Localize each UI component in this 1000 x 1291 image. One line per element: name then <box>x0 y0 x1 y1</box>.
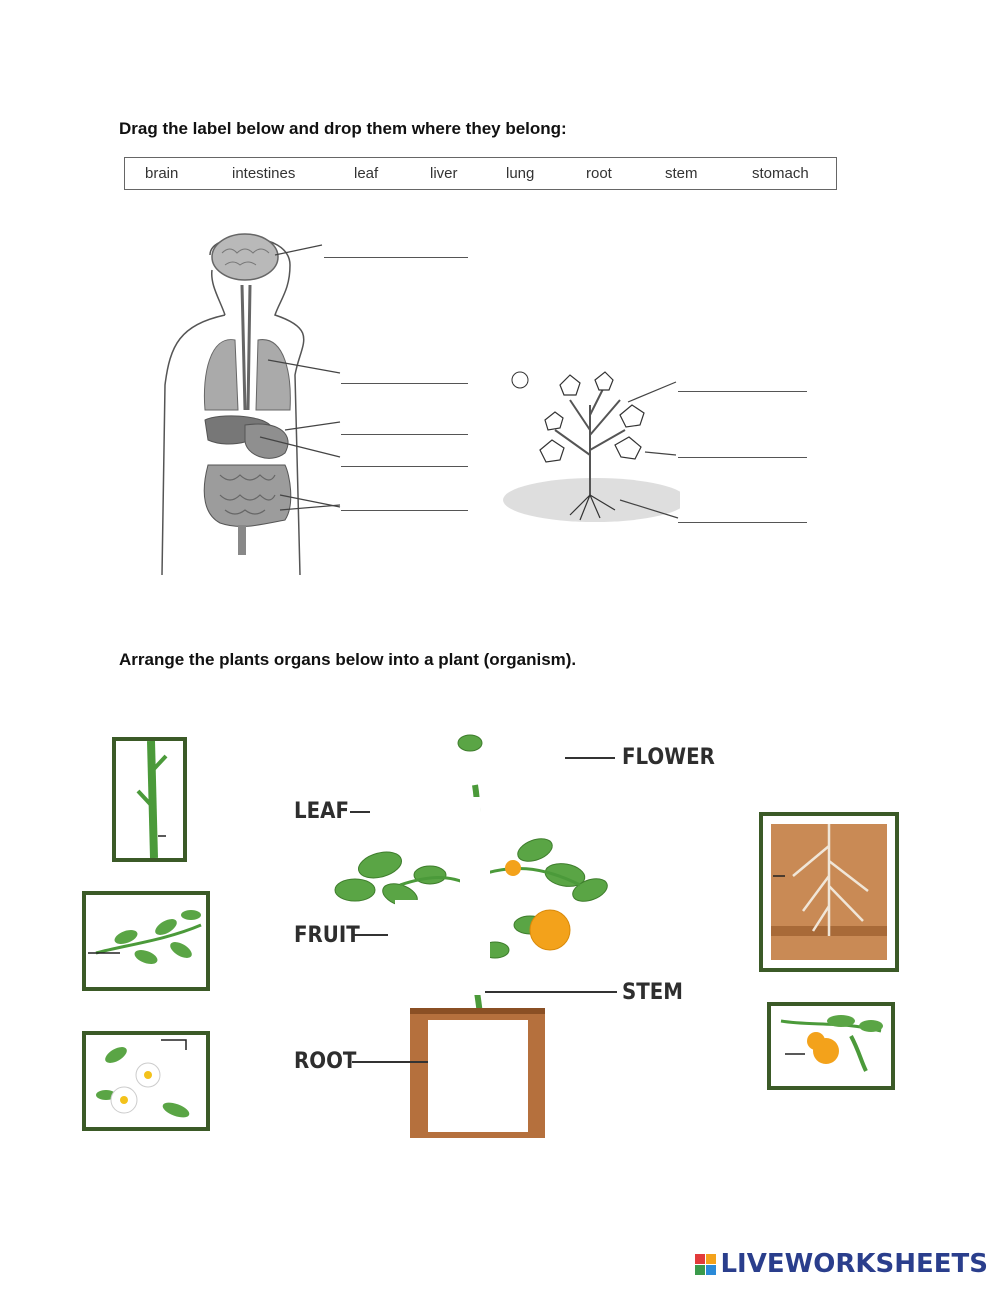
drop-zone-lung[interactable] <box>341 383 468 384</box>
tile-fruit-piece[interactable] <box>767 1002 895 1090</box>
tile-root-piece[interactable] <box>759 812 899 972</box>
label-root[interactable]: root <box>586 165 612 182</box>
fruit-piece-image <box>771 1006 891 1086</box>
flower-piece-image <box>86 1035 206 1127</box>
right-lung <box>256 340 290 410</box>
blank-root[interactable] <box>428 1020 528 1132</box>
label-liver[interactable]: liver <box>430 165 458 182</box>
drop-zone-brain[interactable] <box>324 257 468 258</box>
diagram-fruit-small <box>505 860 521 876</box>
blank-leaf[interactable] <box>370 797 480 837</box>
label-stem[interactable]: stem <box>665 165 698 182</box>
leaf-piece-image <box>86 895 206 987</box>
brain-organ <box>212 234 278 280</box>
pointer-brain <box>275 245 322 255</box>
stem-piece-image <box>116 741 183 858</box>
instruction-arrange-plant: Arrange the plants organs below into a plant (organism). <box>119 650 577 669</box>
diagram-fruit <box>530 910 570 950</box>
label-brain[interactable]: brain <box>145 165 179 182</box>
left-lung <box>204 340 238 410</box>
liveworksheets-logo <box>695 1249 988 1279</box>
label-leaf-text: LEAF <box>294 799 349 824</box>
tile-stem-piece[interactable] <box>112 737 187 862</box>
soil-top <box>410 1008 545 1014</box>
plant-flower <box>512 372 528 388</box>
label-stem-text: STEM <box>622 980 684 1005</box>
label-intestines[interactable]: intestines <box>232 165 296 182</box>
drop-zone-leaf[interactable] <box>678 391 807 392</box>
esophagus <box>242 285 250 410</box>
pointer-leaf <box>628 382 676 402</box>
plant-diagram <box>500 360 680 530</box>
tile-flower-piece[interactable] <box>82 1031 210 1131</box>
drop-zone-stem[interactable] <box>678 457 807 458</box>
tile-leaf-piece[interactable] <box>82 891 210 991</box>
drop-zone-liver[interactable] <box>341 466 468 467</box>
pointer-stem <box>645 452 676 455</box>
drop-zone-intestines[interactable] <box>341 510 468 511</box>
label-stomach[interactable]: stomach <box>752 165 809 182</box>
label-leaf[interactable]: leaf <box>354 165 379 182</box>
stomach-organ <box>245 424 288 458</box>
logo-text: LIVEWORKSHEETS <box>720 1249 988 1279</box>
human-body-diagram <box>150 225 490 580</box>
blank-flower[interactable] <box>485 755 565 835</box>
label-lung[interactable]: lung <box>506 165 535 182</box>
drop-zone-stomach[interactable] <box>341 434 468 435</box>
drop-zone-root[interactable] <box>678 522 807 523</box>
label-root-text: ROOT <box>294 1049 357 1074</box>
label-flower-text: FLOWER <box>622 745 715 770</box>
root-piece-image <box>763 816 895 968</box>
logo-mark-icon <box>695 1254 716 1275</box>
blank-stem[interactable] <box>460 835 490 995</box>
pointer-stomach <box>285 422 340 430</box>
label-fruit-text: FRUIT <box>294 923 360 948</box>
intestines-organ <box>204 465 291 526</box>
word-bank <box>124 157 837 190</box>
ground <box>503 478 680 522</box>
instruction-drag-labels: Drag the label below and drop them where they belong: <box>119 119 567 138</box>
